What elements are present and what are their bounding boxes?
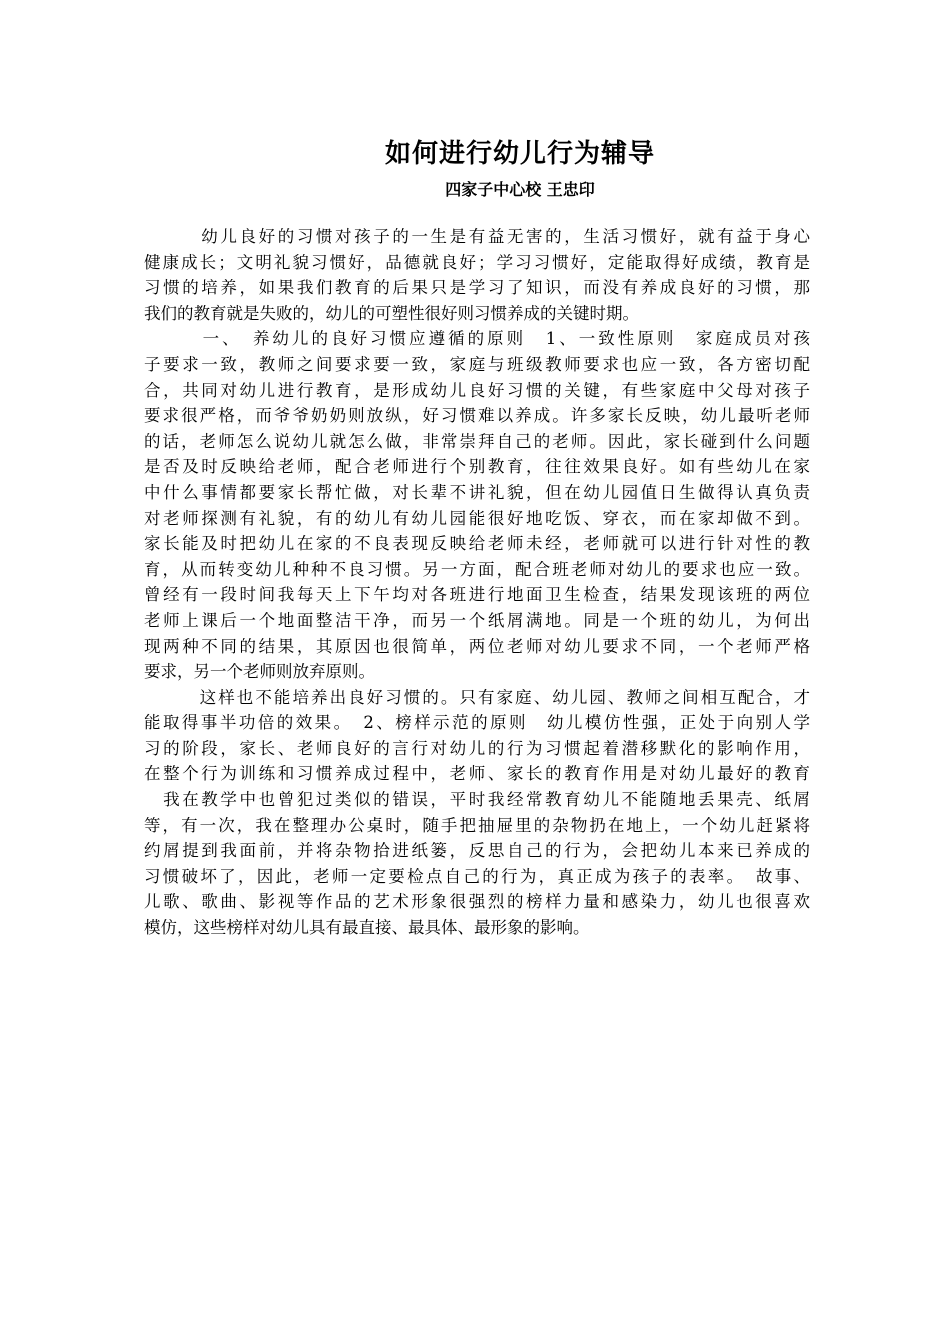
document-title: 如何进行幼儿行为辅导 [384,139,655,169]
body-line: 家长能及时把幼儿在家的不良表现反映给老师未经，老师就可以进行针对性的教 [144,534,810,554]
body-line: 育，从而转变幼儿种种不良习惯。另一方面，配合班老师对幼儿的要求也应一致。 [144,559,810,579]
document-author: 四家子中心校 王忠印 [445,180,595,199]
body-line: 现两种不同的结果，其原因也很简单，两位老师对幼儿要求不同，一个老师严格 [144,636,810,656]
body-line: 健康成长；文明礼貌习惯好，品德就良好；学习习惯好，定能取得好成绩，教育是 [144,252,810,272]
body-line: 是否及时反映给老师，配合老师进行个别教育，往往效果良好。如有些幼儿在家 [144,457,810,477]
body-line: 儿歌、歌曲、影视等作品的艺术形象很强烈的榜样力量和感染力，幼儿也很喜欢 [144,892,810,912]
body-line: 要求很严格，而爷爷奶奶则放纵，好习惯难以养成。许多家长反映，幼儿最听老师 [144,406,810,426]
body-line: 能取得事半功倍的效果。 2、榜样示范的原则 幼儿模仿性强，正处于向别人学 [144,713,810,733]
body-line: 约屑提到我面前，并将杂物拾进纸篓，反思自己的行为，会把幼儿本来已养成的 [144,841,810,861]
body-line: 的话，老师怎么说幼儿就怎么做，非常崇拜自己的老师。因此，家长碰到什么问题 [144,431,810,451]
body-line: 子要求一致，教师之间要求要一致，家庭与班级教师要求也应一致，各方密切配 [144,354,810,374]
body-line: 幼儿良好的习惯对孩子的一生是有益无害的，生活习惯好，就有益于身心 [144,227,810,246]
body-line: 习的阶段，家长、老师良好的言行对幼儿的行为习惯起着潜移默化的影响作用， [144,738,810,758]
body-line: 对老师探测有礼貌，有的幼儿有幼儿园能很好地吃饭、穿衣，而在家却做不到。 [144,508,810,528]
document-body [144,224,810,941]
body-line: 习惯破坏了，因此，老师一定要检点自己的行为，真正成为孩子的表率。 故事、 [144,866,810,886]
body-line: 习惯的培养，如果我们教育的后果只是学习了知识，而没有养成良好的习惯，那 [144,278,810,298]
body-line: 我们的教育就是失败的，幼儿的可塑性很好则习惯养成的关键时期。 [144,303,639,323]
body-line: 老师上课后一个地面整洁干净，而另一个纸屑满地。同是一个班的幼儿，为何出 [144,610,810,630]
body-line: 模仿，这些榜样对幼儿具有最直接、最具体、最形象的影响。 [144,918,590,938]
body-line: 一、 养幼儿的良好习惯应遵循的原则 1、一致性原则 家庭成员对孩 [144,329,810,349]
body-line: 曾经有一段时间我每天上下午均对各班进行地面卫生检查，结果发现该班的两位 [144,585,810,605]
body-line: 等，有一次，我在整理办公桌时，随手把抽屉里的杂物扔在地上，一个幼儿赶紧将 [144,815,810,835]
body-line: 这样也不能培养出良好习惯的。只有家庭、幼儿园、教师之间相互配合，才 [144,687,810,707]
body-line: 要求，另一个老师则放弃原则。 [144,662,375,682]
body-line: 中什么事情都要家长帮忙做，对长辈不讲礼貌，但在幼儿园值日生做得认真负责 [144,482,810,502]
body-line: 在整个行为训练和习惯养成过程中，老师、家长的教育作用是对幼儿最好的教育 [144,764,810,784]
body-line: 合，共同对幼儿进行教育，是形成幼儿良好习惯的关键，有些家庭中父母对孩子 [144,380,810,400]
body-line: 我在教学中也曾犯过类似的错误，平时我经常教育幼儿不能随地丢果壳、纸屑 [144,790,810,810]
